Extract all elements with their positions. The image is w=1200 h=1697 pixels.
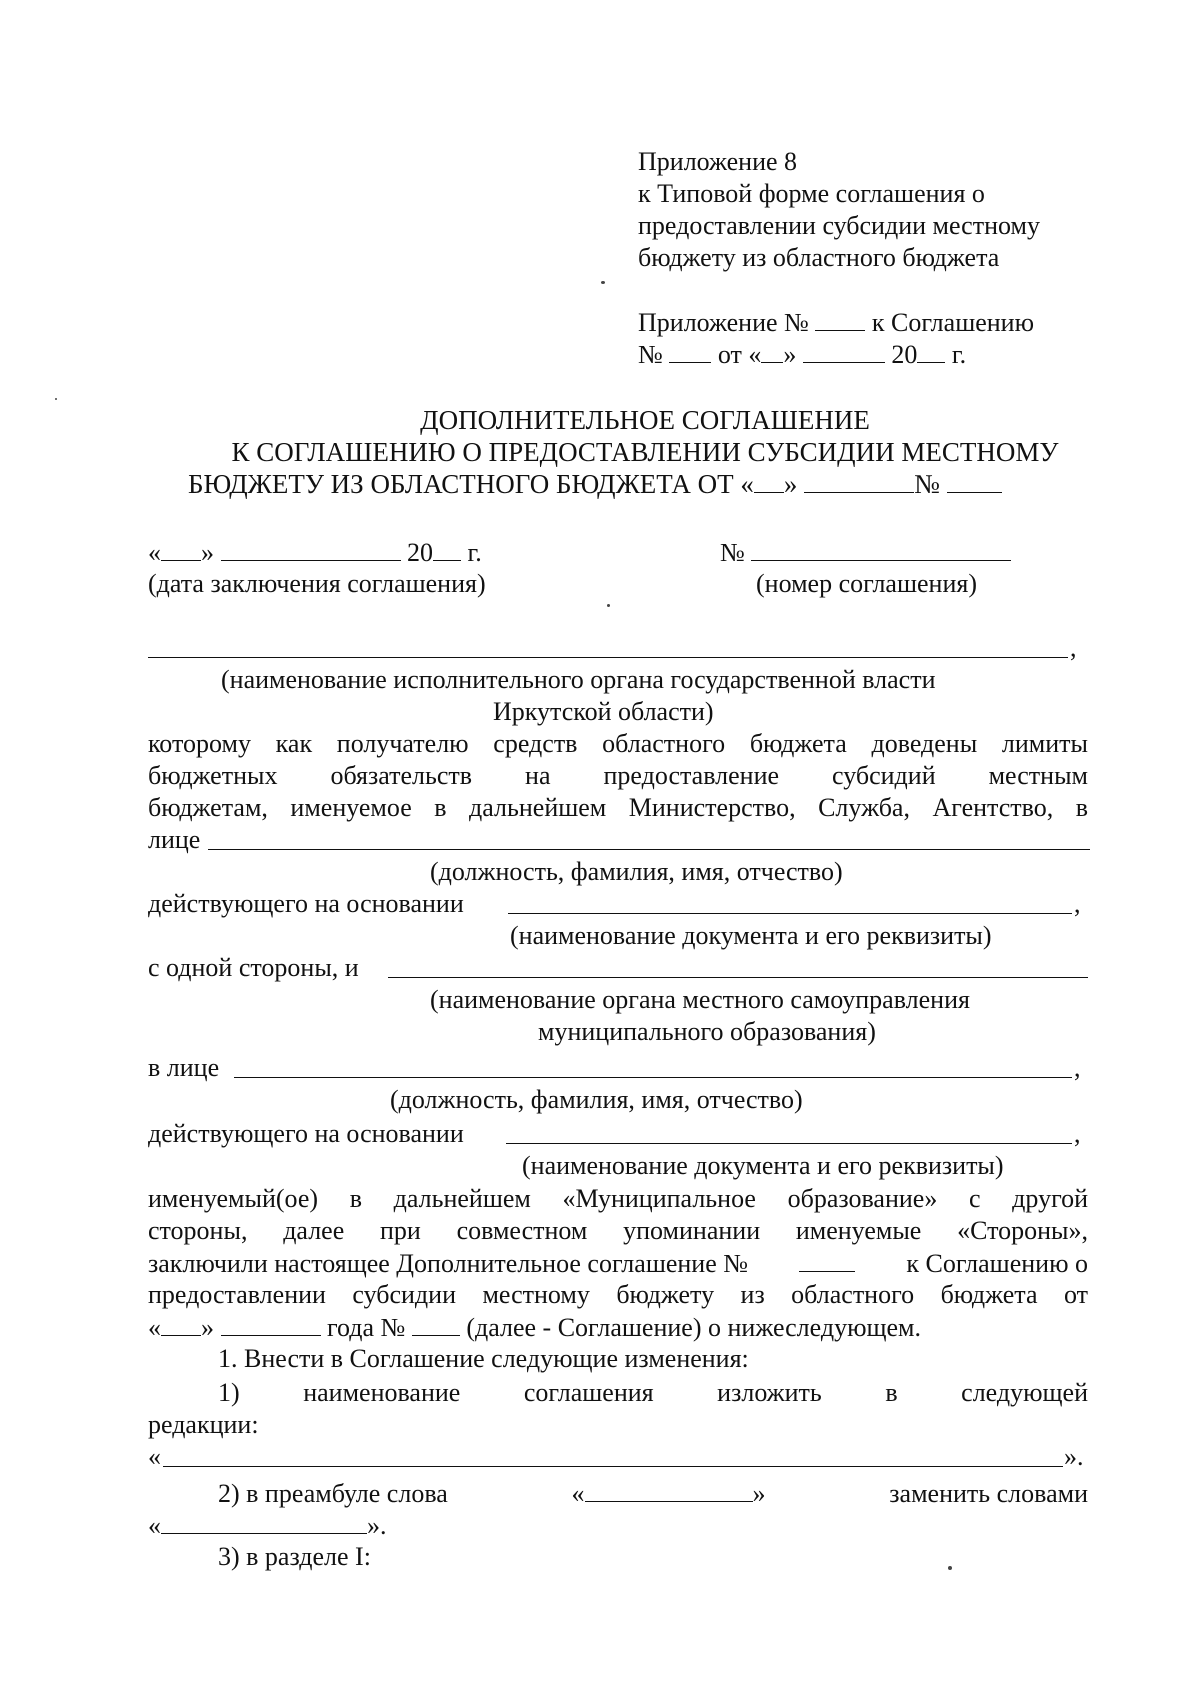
basis-label: действующего на основании — [148, 1119, 464, 1148]
date-year-prefix: 20 — [407, 538, 433, 567]
year-number-label: года № — [327, 1313, 406, 1342]
agreement-reference-label: к Соглашению о — [906, 1249, 1088, 1278]
agreement-month-field[interactable] — [803, 338, 885, 363]
agreement-date-open: от « — [717, 340, 762, 369]
appendix-line: Приложение 8 — [638, 147, 798, 176]
agreement-number — [720, 536, 1011, 569]
basis-document-field[interactable] — [508, 913, 1072, 914]
agreement-year-prefix: 20 — [891, 340, 918, 369]
number-sign: № — [720, 538, 745, 567]
municipal-body-field[interactable] — [388, 977, 1088, 978]
comma: , — [1074, 1119, 1081, 1148]
scan-speck — [55, 398, 57, 400]
date-close-quote: » — [201, 538, 214, 567]
hereinafter-text: (далее - Соглашение) о нижеследующем. — [466, 1313, 922, 1342]
paragraph-line: бюджетам, именуемое в дальнейшем Министерство, Служба, Агентство, в — [148, 793, 1088, 822]
title-day-field[interactable] — [754, 468, 784, 493]
paragraph-line — [148, 1247, 1088, 1280]
title-date-field[interactable] — [804, 468, 914, 493]
basis-label: действующего на основании — [148, 889, 464, 918]
paragraph-line: предоставлении субсидии местному бюджету из областного бюджета от — [148, 1280, 1088, 1309]
quote-close: ». — [367, 1511, 387, 1540]
paragraph-line: которому как получателю средств областного бюджета доведены лимиты — [148, 729, 1088, 758]
agreement-number-field[interactable] — [669, 338, 711, 363]
comma: , — [1074, 889, 1081, 918]
scan-speck — [607, 604, 610, 607]
replace-label: заменить словами — [889, 1479, 1088, 1508]
appendix-line: предоставлении субсидии местному — [638, 211, 1040, 240]
date-open-quote: « — [148, 538, 161, 567]
face-label: лице — [148, 825, 201, 854]
attachment-agreement-label: к Соглашению — [871, 308, 1035, 337]
comma: , — [1074, 1053, 1081, 1082]
date-year-suffix: г. — [467, 538, 482, 567]
date-caption: (дата заключения соглашения) — [148, 569, 486, 598]
attachment-number-label: Приложение № — [638, 308, 809, 337]
agreement-number-label: № — [638, 340, 663, 369]
agreement-year-field[interactable] — [917, 338, 945, 363]
municipal-caption: муниципального образования) — [538, 1017, 876, 1046]
item-1-3: 3) в разделе I: — [218, 1542, 371, 1571]
agreement-date-close: » — [783, 340, 797, 369]
municipal-official-field[interactable] — [234, 1077, 1072, 1078]
quote-open: « — [148, 1511, 161, 1540]
title-date-open: БЮДЖЕТУ ИЗ ОБЛАСТНОГО БЮДЖЕТА ОТ « — [188, 469, 754, 499]
quote-close: ». — [1064, 1442, 1084, 1471]
official-name-field[interactable] — [208, 849, 1090, 850]
appendix-line: к Типовой форме соглашения о — [638, 179, 985, 208]
comma: , — [1070, 633, 1077, 662]
agreement-number-input[interactable] — [751, 536, 1011, 561]
person-caption: (должность, фамилия, имя, отчество) — [430, 857, 843, 886]
date-open-quote: « — [148, 1313, 161, 1342]
title-line-1: ДОПОЛНИТЕЛЬНОЕ СОГЛАШЕНИЕ — [420, 405, 870, 435]
quote-close: » — [752, 1479, 766, 1508]
paragraph-line: именуемый(ое) в дальнейшем «Муниципальное образование» с другой — [148, 1184, 1088, 1213]
agreement-day-input[interactable] — [161, 1311, 201, 1336]
additional-agreement-label: заключили настоящее Дополнительное соглашение № — [148, 1249, 749, 1278]
paragraph-line — [148, 1311, 921, 1344]
agreement-month-input[interactable] — [221, 1311, 321, 1336]
attachment-number-field[interactable] — [815, 306, 865, 331]
number-caption: (номер соглашения) — [756, 569, 977, 598]
title-number-label: № — [914, 469, 940, 499]
new-words-field[interactable] — [161, 1509, 367, 1534]
document-caption: (наименование документа и его реквизиты) — [510, 921, 992, 950]
additional-agreement-number-field[interactable] — [799, 1247, 855, 1272]
date-month-field[interactable] — [221, 536, 401, 561]
agreement-year-suffix: г. — [951, 340, 967, 369]
face-label: в лице — [148, 1053, 220, 1082]
new-title-field[interactable] — [163, 1466, 1063, 1467]
paragraph-line: бюджетных обязательств на предоставление субсидий местным — [148, 761, 1088, 790]
appendix-line: бюджету из областного бюджета — [638, 243, 1000, 272]
item-1-2 — [218, 1477, 1088, 1510]
old-words-field[interactable] — [585, 1477, 753, 1502]
document-caption: (наименование документа и его реквизиты) — [522, 1151, 1004, 1180]
scan-speck — [601, 281, 605, 284]
title-line-2: К СОГЛАШЕНИЮ О ПРЕДОСТАВЛЕНИИ СУБСИДИИ МЕСТНОМУ — [231, 437, 1059, 467]
executive-caption: Иркутской области) — [493, 697, 714, 726]
person-caption: (должность, фамилия, имя, отчество) — [390, 1085, 803, 1114]
title-line-3 — [188, 468, 1002, 500]
quote-open: « — [148, 1442, 161, 1471]
municipal-caption: (наименование органа местного самоуправления — [430, 985, 970, 1014]
executive-authority-field[interactable] — [148, 657, 1068, 658]
agreement-day-field[interactable] — [761, 338, 783, 363]
item-1-1: 1) наименование соглашения изложить в следующей — [218, 1378, 1088, 1407]
executive-caption: (наименование исполнительного органа государственной власти — [221, 665, 936, 694]
conclusion-date — [148, 536, 482, 569]
item-1-1-continued: редакции: — [148, 1410, 259, 1439]
item-1: 1. Внести в Соглашение следующие изменения: — [218, 1344, 749, 1373]
scan-speck — [948, 1566, 952, 1570]
date-close-quote: » — [201, 1313, 214, 1342]
date-day-field[interactable] — [161, 536, 201, 561]
agreement-number-input[interactable] — [412, 1311, 460, 1336]
preamble-label: 2) в преамбуле слова — [218, 1479, 448, 1508]
title-number-field[interactable] — [947, 468, 1002, 493]
attachment-line-2 — [638, 338, 966, 371]
municipal-basis-field[interactable] — [506, 1143, 1072, 1144]
attachment-line-1 — [638, 306, 1034, 339]
paragraph-line: стороны, далее при совместном упоминании именуемые «Стороны», — [148, 1216, 1088, 1245]
item-1-2-continued — [148, 1509, 387, 1542]
other-side-label: с одной стороны, и — [148, 953, 359, 982]
title-date-close: » — [783, 469, 798, 499]
quote-open: « — [571, 1479, 585, 1508]
date-year-field[interactable] — [433, 536, 461, 561]
